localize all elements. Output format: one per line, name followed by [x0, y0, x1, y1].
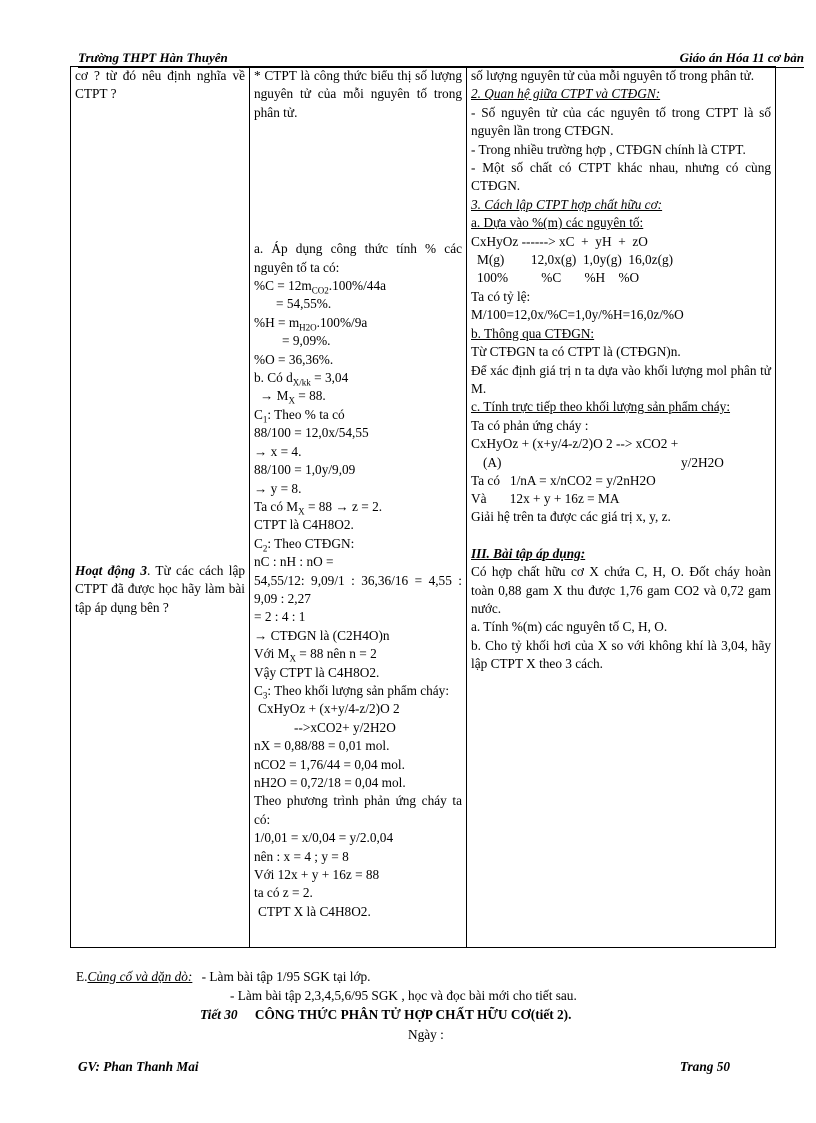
exercise-text: Có hợp chất hữu cơ X chứa C, H, O. Đốt cháy hoàn toàn 0,88 gam X thu được 1,76 gam CO2 và 0,72 gam nước.: [471, 564, 771, 616]
method-c-labels: (A) y/2H2O: [483, 454, 724, 470]
content-continued: số lượng nguyên tử của mỗi nguyên tố trong phân tử.: [471, 68, 755, 83]
density-line: b. Có $d_{X/kk} = 3,04$: [254, 370, 349, 388]
school-name: Trường THPT Hàn Thuyên: [78, 50, 228, 65]
relation-rule: - Một số chất có CTPT khác nhau, nhưng có cùng CTĐGN.: [471, 160, 771, 194]
reaction-products: -->xCO2+ y/2H2O: [294, 719, 396, 735]
method-2-title: $C_2$: Theo CTĐGN:: [254, 535, 355, 554]
calc-line: nên : x = 4 ; y = 8: [254, 848, 349, 864]
method-c-solve: Giải hệ trên ta được các giá trị x, y, z.: [471, 509, 671, 525]
content-column: [467, 67, 776, 948]
percent-c: $\%C = 12m_{CO2}.100\%/44a$: [254, 278, 386, 296]
teacher-name: GV: Phan Thanh Mai: [78, 1059, 199, 1074]
method-b-line: Để xác định giá trị n ta dựa vào khối lượng mol phân tử M.: [471, 362, 771, 396]
calc-line: 88/100 = 12,0x/54,55: [254, 425, 369, 441]
method-a-equation: CxHyOz ------> xC + yH + zO: [471, 233, 648, 249]
equation-text: Theo phương trình phản ứng cháy ta có:: [254, 793, 462, 827]
calc-line: → y = 8.: [254, 480, 302, 496]
calc-line: ta có z = 2.: [254, 885, 313, 901]
section-2-heading: 2. Quan hệ giữa CTPT và CTĐGN:: [471, 86, 661, 102]
exercise-part-b: b. Cho tỷ khối hơi của X so với không khí là 3,04, hãy lập CTPT X theo 3 cách.: [471, 637, 771, 672]
teacher-activity-column: [71, 67, 250, 948]
method-c-sum: Và 12x + y + 16z = MA: [471, 490, 620, 506]
ctpt-definition: * CTPT là công thức biểu thị số lượng nguyên tử của mỗi nguyên tố trong phân tử.: [254, 68, 462, 120]
method-a-ratio: M/100=12,0x/%C=1,0y/%H=16,0z/%O: [471, 307, 684, 323]
empirical-formula: → CTĐGN là (C2H4O)n: [254, 627, 390, 643]
mole-ratio: nC : nH : nO =: [254, 554, 334, 570]
exercise-part-a: a. Tính %(m) các nguyên tố C, H, O.: [471, 619, 668, 635]
molar-mass: → $M_X = 88$.: [260, 388, 326, 407]
lesson-table: [70, 66, 776, 948]
final-formula: CTPT X là C4H8O2.: [258, 903, 371, 919]
method-b-line: Từ CTĐGN ta có CTPT là (CTĐGN)n.: [471, 344, 681, 360]
reaction-eq: CxHyOz + (x+y/4-z/2)O 2: [258, 701, 400, 717]
method-b-title: b. Thông qua CTĐGN:: [471, 325, 595, 341]
mol-h2o: nH2O = 0,72/18 = 0,04 mol.: [254, 775, 406, 790]
page-number: Trang 50: [679, 1059, 730, 1074]
activity-3: Hoạt động 3. Từ các cách lập CTPT đã được học hãy làm bài tập áp dụng bên ?: [75, 562, 245, 615]
review-line-2: - Làm bài tập 2,3,4,5,6/95 SGK , học và đọc bài mới cho tiết sau.: [230, 988, 577, 1003]
n-value: Với $M_X = 88$ nên n = 2: [254, 646, 377, 664]
ratio-result: = 2 : 4 : 1: [254, 609, 306, 625]
student-activity-column: [250, 67, 467, 948]
calc-line: 88/100 = 1,0y/9,09: [254, 462, 356, 478]
relation-rule: - Trong nhiều trường hợp , CTĐGN chính là CTPT.: [471, 141, 746, 157]
exercise-heading: III. Bài tập áp dụng:: [471, 545, 586, 561]
calc-line: → x = 4.: [254, 443, 302, 459]
percent-o: %O = 36,36%.: [254, 351, 334, 367]
percent-c-value: = 54,55%.: [276, 296, 332, 312]
percent-h-value: = 9,09%.: [282, 333, 331, 349]
method-a-masses: M(g) 12,0x(g) 1,0y(g) 16,0z(g): [477, 252, 674, 268]
percent-h: $\%H = m_{H2O}.100\%/9a$: [254, 314, 368, 333]
method-a-title: a. Dựa vào %(m) các nguyên tố:: [471, 215, 644, 231]
review-line-1: E.Củng cố và dặn dò: - Làm bài tập 1/95 SGK tại lớp.: [76, 969, 371, 984]
section-3-heading: 3. Cách lập CTPT hợp chất hữu cơ:: [471, 196, 663, 212]
date-line: Ngày :: [408, 1027, 444, 1042]
molecular-formula: Vậy CTPT là C4H8O2.: [254, 664, 380, 680]
relation-rule: - Số nguyên tử của các nguyên tố trong CTPT là số nguyên lần trong CTĐGN.: [471, 104, 771, 139]
method-a-percents: 100% %C %H %O: [477, 270, 640, 286]
method-a-ratio-label: Ta có tỷ lệ:: [471, 288, 531, 304]
method-3-title: $C_3$: Theo khối lượng sản phẩm cháy:: [254, 682, 450, 701]
method-c-equation: CxHyOz + (x+y/4-z/2)O 2 --> xCO2 +: [471, 436, 679, 452]
subject-name: Giáo án Hóa 11 cơ bản: [679, 50, 804, 65]
question-text: cơ ? từ đó nêu định nghĩa về CTPT ?: [75, 68, 245, 102]
next-lesson: Tiết 30 CÔNG THỨC PHÂN TỬ HỢP CHẤT HỮU CƠ(tiết 2).: [200, 1007, 572, 1022]
method-1-title: $C_1$: Theo % ta có: [254, 406, 345, 425]
method-c-title: c. Tính trực tiếp theo khối lượng sản phẩm cháy:: [471, 399, 731, 415]
calc-line: CTPT là C4H8O2.: [254, 517, 354, 533]
part-a-intro: a. Áp dụng công thức tính % các nguyên tố ta có:: [254, 241, 462, 275]
calc-line: Với 12x + y + 16z = 88: [254, 867, 380, 883]
method-c-line: Ta có phản ứng cháy :: [471, 417, 589, 433]
mol-x: nX = 0,88/88 = 0,01 mol.: [254, 738, 390, 754]
mol-co2: nCO2 = 1,76/44 = 0,04 mol.: [254, 756, 405, 772]
calc-line: Ta có $M_X = 88 \to z = 2$.: [254, 498, 383, 517]
method-c-ratio: Ta có 1/nA = x/nCO2 = y/2nH2O: [471, 472, 656, 488]
mole-values: 54,55/12: 9,09/1 : 36,36/16 = 4,55 : 9,09 : 2,27: [254, 572, 462, 606]
calc-line: 1/0,01 = x/0,04 = y/2.0,04: [254, 830, 394, 846]
page-footer: [78, 1059, 730, 1075]
